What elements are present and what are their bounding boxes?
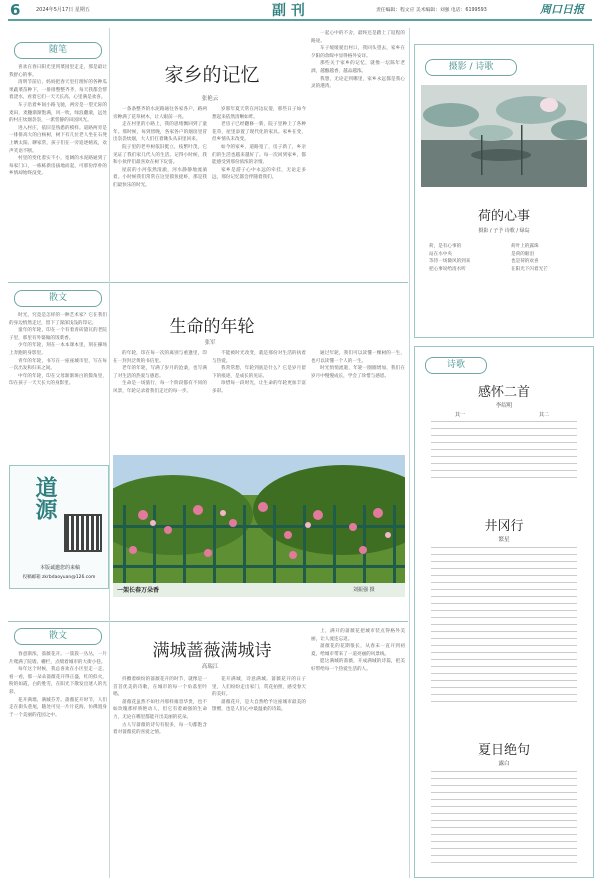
lotus-illustration [421,85,587,187]
divider [8,282,408,283]
ad-line1: 本版诚邀您的来稿 [39,565,80,571]
article3-col3: 花开满城，诗意满城。蔷薇花开的日子里，人们纷纷走出家门，赏花拍照，感受春天的美好。 蔷薇花开，是大自然给予这座城市最美的馈赠，也是人们心中最温柔的诗篇。 [212,677,306,713]
photo-poem-text-a: 荷，是有心事的 站在水中央 等待一场微风的到来 把心事说给清水听 [429,244,471,272]
tag-photo-poem: 摄影 / 诗歌 [425,59,517,76]
tag-poem: 诗歌 [425,357,487,374]
article3-title: 满城蔷薇满城诗 [152,641,272,661]
page-header [0,0,600,18]
poem2-title: 井冈行 [484,519,524,534]
article1-title: 家乡的记忆 [164,64,260,86]
article2-col2: 的年轮，印在每一次的离别与重逢里，印在一封封泛黄的书信里。 老年的年轮，写满了岁月的沧桑，也写满了对生活的热爱与感恩。 生命是一场旅行，每一个阶段都有不同的风景，年轮记录着我们走过的每一步。 [113,351,207,394]
tag-sanwen-1: 散文 [14,290,102,307]
header-rule [8,19,592,21]
photo-poem-text-b: 荷叶上的露珠 是荷的眼泪 也是荷的欢喜 在阳光下闪着光芒 [511,244,548,272]
header-editors: 责任编辑：程文应 美术编辑：刘强 电话：6199593 [376,8,487,13]
article3-col2: 抖擞着缤纷的蔷薇花开的时节，就像是一首首优美的诗歌，在城市的每一个角落里吟唱。 蔷薇花虽然不如牡丹那样雍容华贵，也不如玫瑰那样娇艳动人，但它有着顽强的生命力，无论在哪里都能开出美丽的花朵。 古人写蔷薇的诗句有很多，每一句都饱含着对蔷薇花的喜爱之情。 [113,677,207,736]
lotus-photo [421,85,587,187]
sidebar-photo-poem [414,44,594,338]
tag-suibi: 随笔 [14,42,102,59]
article1-col4: 一起心中的不舍，最终还是踏上了返程的路途。 车子缓缓驶出村口，我回头望去，家乡在夕阳的余晖中显得格外安详。 那些关于家乡的记忆，就像一坛陈年老酒，越酿越香，越品越浓。 我想，无论走到哪里，家乡永远都是我心灵的港湾。 [311,31,405,90]
poem3-lines [431,771,577,867]
photo-poem-credit: 摄影 / 子予 诗歌 / 绿岛 [478,228,530,234]
article2-author: 张军 [204,340,216,346]
ad-line2: 投稿邮箱 zkrbdaoyuan@126.com [22,575,96,580]
poem1-author: 李绍明 [495,403,513,409]
page-number: 6 [10,1,21,19]
poem1-title: 感怀二首 [477,385,530,400]
article2-col4: 通过年轮，我们可以读懂一棵树的一生，也可以读懂一个人的一生。 时光悄悄流逝，年轮一圈圈增加，我们在岁月中慢慢成长，学会了珍惜与感恩。 [311,351,405,379]
header-date: 2024年5月17日 星期五 [36,7,90,13]
section-title: 副 刊 [272,3,305,19]
article2-title: 生命的年轮 [169,317,255,337]
column1c-text: 春意渐浓，蔷薇花开。一簇簇一丛丛，一片片爬满了院墙、栅栏，点缀着城市的大街小巷。 每年这个时候，我总喜欢在小区里走一走，看一看，那一朵朵蔷薇花开得正盛，红的似火，粉的如霞，白的胜雪，在阳光下散发出迷人的光彩。 花开满墙，满城芬芳。蔷薇花开时节，人们走在街头巷尾，随处可见一片片花海，仿佛置身于一个美丽的花园之中。 [9,652,107,718]
column-divider [109,28,110,878]
article1-col2: 一条条整齐的水泥路通往各家各户，路两旁种满了花草树木，让人眼前一亮。 走在村里的小路上，我的思绪飘回到了童年。那时候，每到傍晚，各家各户的烟囱里冒出袅袅炊烟，大人们扛着锄头从田里回来。 院子里的老枣树依旧挺立，枝繁叶茂，它见证了我们家几代人的生活。记得小时候，我和小伙伴们最喜欢在树下玩耍。 屋前的小河依然清澈，河水静静地流淌着。小时候我们常常在这里摸鱼捉虾，那是我们最快乐的时光。 [113,107,207,188]
article2-col3: 不能被时光改变，就是那份对生活的执着与热爱。 我常常想，年轮到底是什么？它是岁月留下的痕迹，是成长的见证。 珍惜每一段时光，让生命的年轮更加丰富多彩。 [212,351,306,394]
article1-col3: 岁那年夏天常在河边玩耍，那些日子如今想起来依然清晰如昨。 老房子已经翻修一新，院子里种上了各种花草，屋里添置了现代化的家具。家乡在变，但乡情从未改变。 如今的家乡，道路宽了，房子新了，乡亲们的生活也越来越好了。每一次回到家乡，都能感受到那份浓浓的亲情。 家乡是游子心中永远的牵挂，无论走多远，那份记忆都会伴随着我们。 [212,107,306,181]
rose-fence-illustration [113,455,405,597]
newspaper-logo: 周口日报 [540,3,584,16]
divider [8,621,408,622]
sidebar-poems [414,346,594,878]
tag-sanwen-2: 散文 [14,628,102,645]
poem2-lines [431,547,577,707]
poem3-title: 夏日绝句 [477,743,530,758]
article3-author: 高瑞江 [201,664,219,670]
photo-credit: 刘振强 摄 [353,587,375,593]
poem2-author: 繁星 [498,537,510,543]
column1-text: 喜欢在春日阳光里到菜园里走走，那是最让我舒心的事。 清明节前后，妈妈把春天里打理好的各种瓜果蔬菜苗种下，一排排整整齐齐，每天我都会帮着浇水，看着它们一天天长高，心里满是欢喜。 车子沿着乡间小路飞驰，两旁是一望无际的麦田，麦穗渐渐饱满，风一吹，绿浪翻滚，远处的村庄炊烟袅袅，一派恬静的田园风光。 进入村庄，依旧是熟悉的模样。道路两旁是一排排高大的白杨树，树下有几位老人坐在石凳上晒太阳、聊家常，孩子们在一旁追逐嬉戏，欢声笑语不断。 村里的变化着实不小，宽阔的水泥路通到了每家门口，一栋栋新房拔地而起，可那份淳朴的乡情却始终没变。 [9,65,107,177]
poem1-lines [431,421,577,481]
poem1-sub1: 其一 [455,412,466,418]
article3-col4: 上，满开的蔷薇花把城市装点得格外美丽，让人流连忘返。 蔷薇花的花期很长，从春末一直开到初夏，给城市带来了一道亮丽的风景线。 愿这满城的蔷薇，开成满城的诗篇，把美好带给每一个热爱生活的人。 [311,629,405,672]
column1b-text: 时光，究竟是怎样的一种艺术家？它在我们的身边悄然走过，留下了深深浅浅的印记。 童年的年轮，印在一个有着青砖黛瓦的老院子里，那里有外婆做的饭菜香。 少年的年轮，刻在一本本课本里，刻在操场上奔跑的身影里。 青年的年轮，书写在一座座城市里，写在每一次出发和归来之间。 中年的年轮，印在父母渐渐斑白的鬓角里，印在孩子一天天长大的身影里。 [9,313,107,387]
qr-code-icon [64,514,102,552]
rose-fence-photo [113,455,405,597]
poem1-sub2: 其二 [539,412,550,418]
poem3-author: 露白 [498,761,510,767]
article1-author: 张艳云 [201,96,219,102]
daoyuan-ad [9,465,109,589]
ad-title: 道源 [32,476,58,520]
photo-caption: 一架长春万朵香 [117,587,160,594]
column-divider [409,28,410,878]
photo-poem-title: 荷的心事 [477,209,530,224]
